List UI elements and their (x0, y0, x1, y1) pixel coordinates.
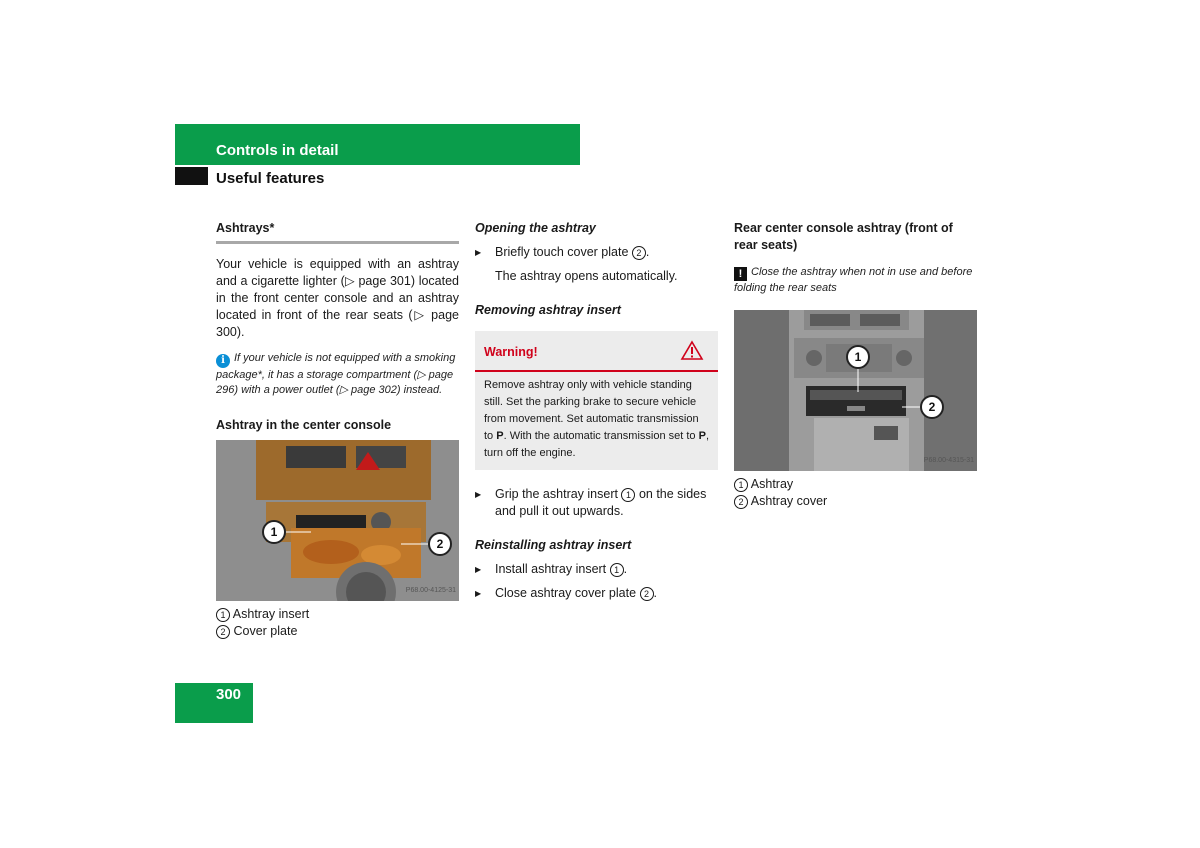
rear-console-figure (734, 310, 977, 471)
step-number: 2 (640, 587, 654, 601)
step-open: ▶ Briefly touch cover plate 2 . (475, 244, 718, 261)
figure-code: P68.00-4125-31 (405, 587, 456, 594)
legend-item (216, 606, 459, 623)
warning-text-part: , turn off the engine. (484, 430, 710, 459)
legend-number: 1 (734, 478, 748, 492)
rear-console-heading: Rear center console ashtray (front of rear seats) (734, 221, 953, 252)
section-marker (175, 167, 208, 185)
exclamation-icon: ! (734, 267, 747, 281)
warning-text (475, 372, 718, 470)
step-text: Install ashtray insert (495, 562, 607, 576)
rear-console-illustration (734, 310, 977, 471)
legend-item (734, 476, 977, 493)
legend-text: Ashtray cover (750, 494, 828, 508)
warning-bold: P (496, 430, 504, 442)
step-text: on the sides and pull it out upwards. (495, 487, 707, 518)
legend-item (734, 493, 977, 510)
column-right (734, 218, 977, 510)
callout-2: 2 (920, 395, 944, 419)
step-number: 1 (621, 488, 635, 502)
info-icon: i (216, 354, 230, 368)
center-console-illustration (216, 440, 459, 601)
center-console-figure (216, 440, 459, 601)
ashtrays-heading: Ashtrays* (216, 221, 275, 235)
warning-label: Warning! (484, 345, 538, 359)
section-title: Useful features (216, 170, 325, 187)
step-install: ▶ Install ashtray insert 1 . (475, 561, 718, 578)
callout-1: 1 (262, 520, 286, 544)
center-console-heading: Ashtray in the center console (216, 418, 392, 432)
warning-box (475, 331, 718, 470)
step-text: Briefly touch cover plate (495, 245, 629, 259)
page-number-tab (175, 683, 253, 723)
callout-2: 2 (428, 532, 452, 556)
info-note (216, 351, 459, 398)
caution-note (734, 265, 977, 296)
reinstalling-heading: Reinstalling ashtray insert (475, 538, 632, 552)
intro-paragraph: Your vehicle is equipped with an ashtray and a cigarette lighter (▷ page 301) located in the front center console and an ashtray located in front of the rear seats (▷ page 300). (216, 257, 459, 339)
step-number: 1 (610, 563, 624, 577)
step-text: Close ashtray cover plate (495, 586, 637, 600)
page-number: 300 (216, 686, 242, 703)
caution-note-text: Close the ashtray when not in use and before folding the rear seats (734, 266, 973, 294)
legend-text: Ashtray insert (232, 607, 310, 621)
warning-header (475, 331, 718, 372)
warning-text-part: Remove ashtray only with vehicle standing still. Set the parking brake to secure vehicle from movement. Set automatic transmission to (484, 379, 699, 442)
open-result: The ashtray opens automatically. (495, 269, 678, 283)
step-number: 2 (632, 246, 646, 260)
opening-heading: Opening the ashtray (475, 221, 596, 235)
callout-1: 1 (846, 345, 870, 369)
column-left (216, 218, 459, 640)
legend-text: Ashtray (750, 477, 794, 491)
legend-number: 2 (216, 625, 230, 639)
step-close: ▶ Close ashtray cover plate 2 . (475, 585, 718, 602)
info-note-text: If your vehicle is not equipped with a smoking package*, it has a storage compartment (▷ page 296) with a power outlet (▷ page 302) instead. (216, 352, 456, 396)
warning-bold: P (698, 430, 706, 442)
chapter-title: Controls in detail (216, 142, 339, 159)
figure-code: P68.00-4315-31 (923, 457, 974, 464)
legend-number: 1 (216, 608, 230, 622)
warning-triangle-icon (680, 340, 704, 361)
legend-number: 2 (734, 495, 748, 509)
legend-text: Cover plate (233, 624, 298, 638)
removing-heading: Removing ashtray insert (475, 303, 621, 317)
step-text: Grip the ashtray insert (495, 487, 618, 501)
heading-rule (216, 241, 459, 244)
warning-text-part: . With the automatic transmission set to (503, 430, 699, 442)
step-grip (475, 486, 718, 520)
legend-item (216, 623, 459, 640)
column-middle (475, 218, 718, 602)
